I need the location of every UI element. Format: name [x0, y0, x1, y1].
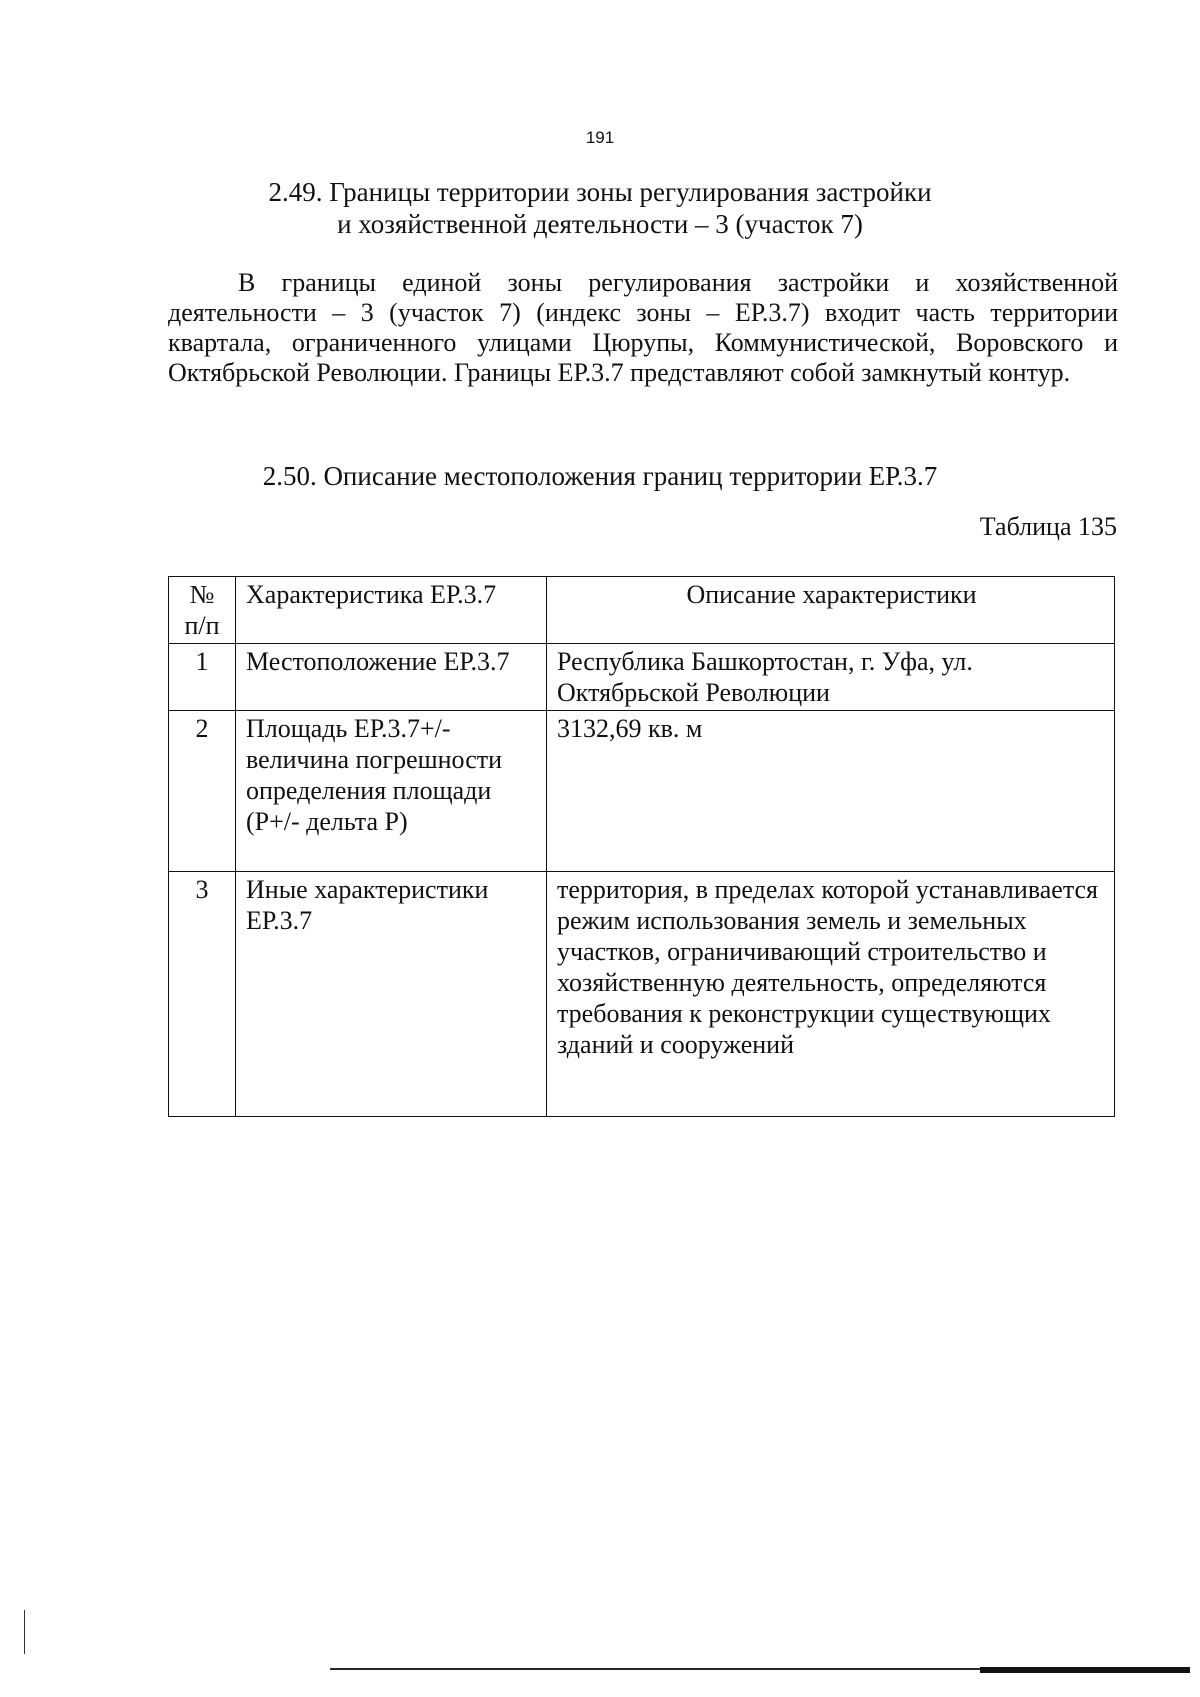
body-paragraph: В границы единой зоны регулирования застройки и хозяйственной деятельности – 3 (участок 7) (индекс зоны – ЕР.3.7) входит часть территории квартала, ограниченного улицами Цюрупы, Коммунистической, Воровского и Октябрьской Революции. Границы ЕР.3.7 представляют собой замкнутый контур. — [168, 268, 1118, 387]
row-num: 2 — [169, 711, 236, 872]
row-description: Республика Башкортостан, г. Уфа, ул. Октябрьской Революции — [547, 644, 1115, 711]
row-description: 3132,69 кв. м — [547, 711, 1115, 872]
header-num-line1: № — [189, 580, 215, 609]
left-scan-mark — [24, 1610, 25, 1654]
row-num: 3 — [169, 872, 236, 1117]
header-description: Описание характеристики — [547, 577, 1115, 644]
page-number: 191 — [585, 128, 615, 147]
table-row — [169, 644, 1115, 711]
section-heading-2-49 — [0, 176, 1200, 240]
section-heading-2-49-line2: и хозяйственной деятельности – 3 (участок 7) — [337, 209, 863, 239]
table-row — [169, 711, 1115, 872]
characteristics-table — [168, 576, 1115, 1117]
header-num — [169, 577, 236, 644]
header-num-line2: п/п — [184, 611, 220, 640]
row-characteristic: Площадь ЕР.3.7+/- величина погрешности определения площади (Р+/- дельта Р) — [236, 711, 547, 872]
row-description: территория, в пределах которой устанавливается режим использования земель и земельных участков, ограничивающий строительство и хозяйственную деятельность, определяются требования к реконструкции существующих зданий и сооружений — [547, 872, 1115, 1117]
bottom-scan-rule-thick — [980, 1667, 1190, 1673]
row-characteristic: Иные характеристики ЕР.3.7 — [236, 872, 547, 1117]
header-characteristic: Характеристика ЕР.3.7 — [236, 577, 547, 644]
row-characteristic: Местоположение ЕР.3.7 — [236, 644, 547, 711]
table-header-row — [169, 577, 1115, 644]
table-label: Таблица 135 — [979, 512, 1117, 541]
table-row — [169, 872, 1115, 1117]
section-heading-2-49-line1: 2.49. Границы территории зоны регулирования застройки — [268, 177, 932, 207]
section-heading-2-50: 2.50. Описание местоположения границ территории ЕР.3.7 — [262, 461, 938, 491]
row-num: 1 — [169, 644, 236, 711]
